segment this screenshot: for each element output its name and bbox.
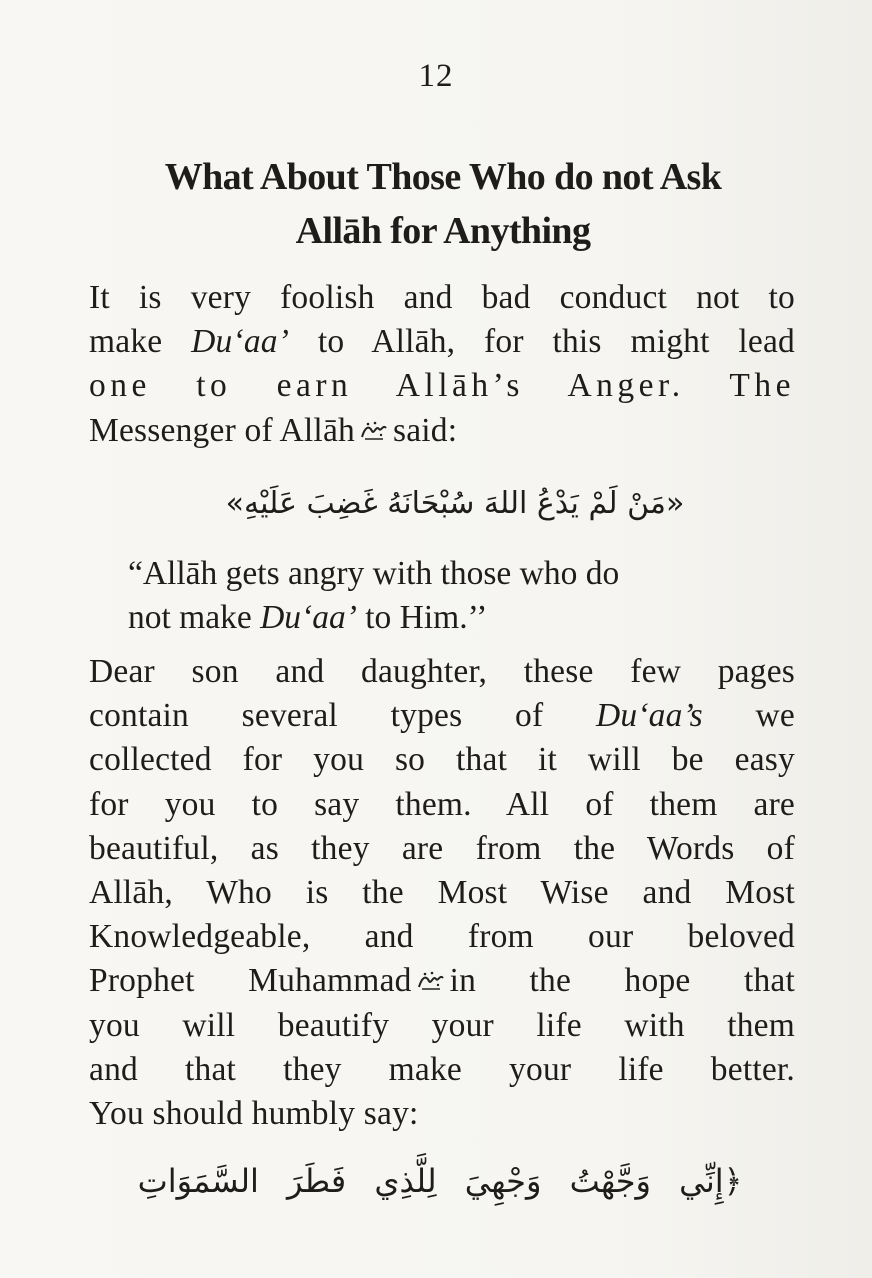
quote-line: “Allāh gets angry with those who do [128, 555, 620, 592]
salawat-symbol-icon [416, 969, 446, 993]
paragraph-line: Knowledgeable, and from our beloved [89, 918, 795, 956]
heading-line-2: Allāh for Anything [295, 210, 591, 252]
paragraph-line: beautiful, as they are from the Words of [89, 829, 795, 867]
paragraph-line: collected for you so that it will be easy [89, 741, 795, 779]
paragraph-line: and that they make your life better. [89, 1050, 795, 1088]
hadith-arabic: «مَنْ لَمْ يَدْعُ اللهَ سُبْحَانَهُ غَضِبَ عَلَيْهِ» [225, 486, 685, 521]
quote-line: not make Du‘aa’ to Him.’’ [128, 599, 488, 636]
paragraph-intro [89, 276, 795, 453]
paragraph-line: one to earn Allāh’s Anger. The [89, 367, 795, 405]
paragraph-main [89, 650, 795, 1136]
paragraph-line: It is very foolish and bad conduct not to [89, 279, 795, 316]
page-number: 12 [418, 58, 454, 94]
paragraph-line: You should humbly say: [89, 1095, 419, 1133]
paragraph-line: Messenger of Allāh said: [89, 411, 458, 449]
quran-verse-arabic: ﴿إِنِّي وَجَّهْتُ وَجْهِيَ لِلَّذِي فَطَرَ السَّمَوَاتِ [137, 1162, 743, 1200]
paragraph-line: Prophet Muhammad in the hope that [89, 962, 795, 1000]
section-heading [88, 150, 798, 258]
paragraph-line: Allāh, Who is the Most Wise and Most [89, 874, 795, 912]
paragraph-line: for you to say them. All of them are [89, 785, 795, 823]
paragraph-line: you will beautify your life with them [89, 1006, 795, 1044]
salawat-symbol-icon [359, 419, 389, 443]
paragraph-line: make Du‘aa’ to Allāh, for this might lead [89, 323, 795, 361]
heading-line-1: What About Those Who do not Ask [164, 156, 722, 198]
transliteration-duaa: Du‘aa’ [191, 323, 290, 361]
hadith-translation [128, 552, 768, 640]
paragraph-line: contain several types of Du‘aa’s we [89, 697, 795, 735]
transliteration-duaa: Du‘aa’ [260, 599, 357, 636]
transliteration-duaas: Du‘aa’s [595, 697, 703, 735]
paragraph-line: Dear son and daughter, these few pages [89, 653, 795, 690]
